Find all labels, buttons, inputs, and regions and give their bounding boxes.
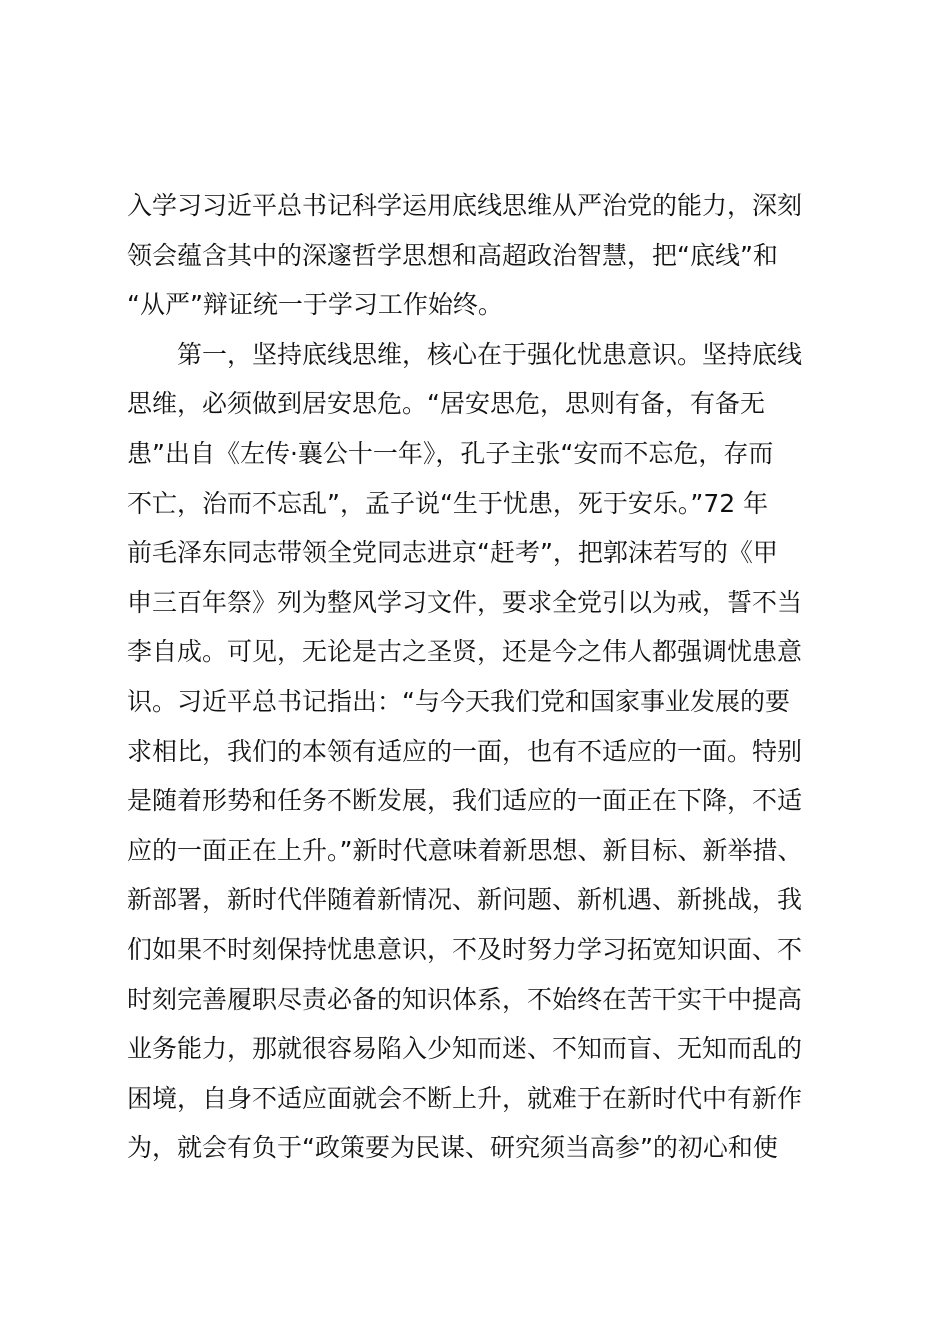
text-line-8: 前毛泽东同志带领全党同志进京“赶考”，把郭沫若写的《甲	[127, 538, 778, 568]
text-line-3: “从严”辩证统一于学习工作始终。	[127, 290, 503, 320]
text-line-1: 入学习习近平总书记科学运用底线思维从严治党的能力，深刻	[127, 191, 803, 220]
text-line-5: 思维，必须做到居安思危。“居安思危，思则有备，有备无	[127, 389, 765, 419]
text-line-6: 患”出自《左传·襄公十一年》，孔子主张“安而不忘危，存而	[127, 438, 774, 468]
text-line-10: 李自成。可见，无论是古之圣贤，还是今之伟人都强调忧患意	[127, 637, 803, 667]
text-line-9: 申三百年祭》列为整风学习文件，要求全党引以为戒，誓不当	[127, 587, 803, 617]
text-line-16: 们如果不时刻保持忧患意识，不及时努力学习拓宽知识面、不	[127, 934, 803, 964]
text-line-13: 是随着形势和任务不断发展，我们适应的一面正在下降，不适	[127, 786, 803, 816]
text-line-12: 求相比，我们的本领有适应的一面，也有不适应的一面。特别	[127, 736, 803, 766]
text-line-2: 领会蕴含其中的深邃哲学思想和高超政治智慧，把“底线”和	[127, 240, 778, 270]
text-line-11: 识。习近平总书记指出：“与今天我们党和国家事业发展的要	[127, 686, 790, 716]
text-line-20: 为，就会有负于“政策要为民谋、研究须当高参”的初心和使	[127, 1133, 778, 1163]
paragraph-first-line: 第一，坚持底线思维，核心在于强化忧患意识。坚持底线	[177, 339, 803, 369]
text-line-7: 不亡，治而不忘乱”，孟子说“生于忧患，死于安乐。”72 年	[127, 488, 769, 518]
body-text	[127, 181, 847, 1173]
text-line-18: 业务能力，那就很容易陷入少知而迷、不知而盲、无知而乱的	[127, 1034, 803, 1064]
text-line-17: 时刻完善履职尽责必备的知识体系，不始终在苦干实干中提高	[127, 984, 803, 1014]
text-line-14: 应的一面正在上升。”新时代意味着新思想、新目标、新举措、	[127, 835, 803, 865]
text-line-15: 新部署，新时代伴随着新情况、新问题、新机遇、新挑战，我	[127, 885, 803, 915]
text-line-19: 困境，自身不适应面就会不断上升，就难于在新时代中有新作	[127, 1083, 803, 1113]
